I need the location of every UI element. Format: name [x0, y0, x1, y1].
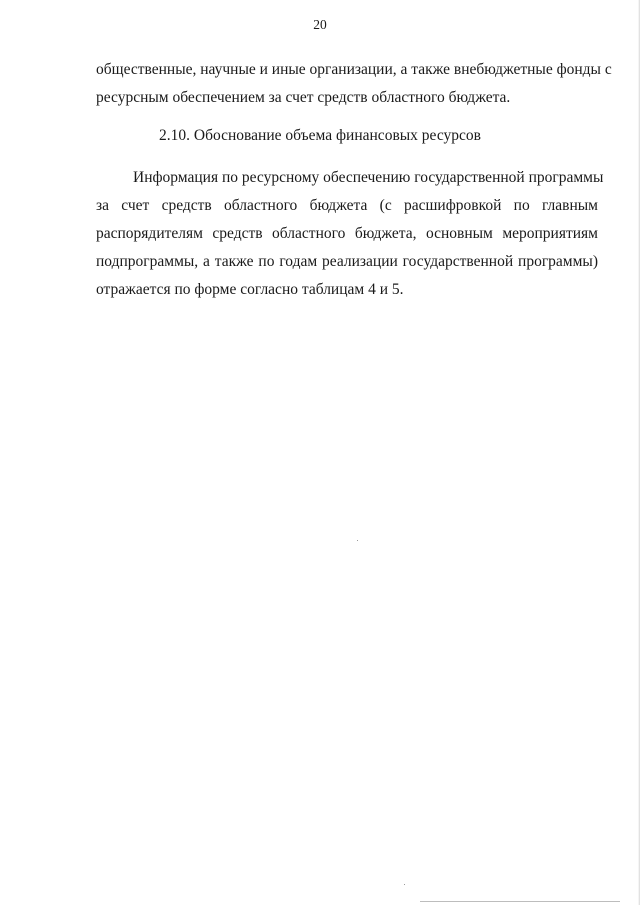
paragraph-line: Информация по ресурсному обеспечению государственной программы	[133, 169, 604, 186]
paragraph-continuation	[96, 56, 612, 112]
scan-edge	[420, 901, 620, 902]
paragraph-line: общественные, научные и иные организации, а также внебюджетные фонды с	[96, 61, 612, 78]
paragraph-line: ресурсным обеспечением за счет средств областного бюджета.	[96, 89, 511, 106]
section-heading: 2.10. Обоснование объема финансовых ресурсов	[159, 127, 481, 144]
paragraph-line: подпрограммы, а также по годам реализации государственной программы)	[96, 253, 598, 270]
scan-speck	[357, 540, 358, 541]
page-number: 20	[313, 17, 327, 32]
scan-speck	[404, 884, 405, 885]
paragraph-line: отражается по форме согласно таблицам 4 и 5.	[96, 281, 404, 298]
paragraph-line: распорядителям средств областного бюджета, основным мероприятиям	[96, 225, 598, 242]
paragraph-resources	[96, 164, 604, 304]
paragraph-line: за счет средств областного бюджета (с расшифровкой по главным	[96, 197, 598, 214]
